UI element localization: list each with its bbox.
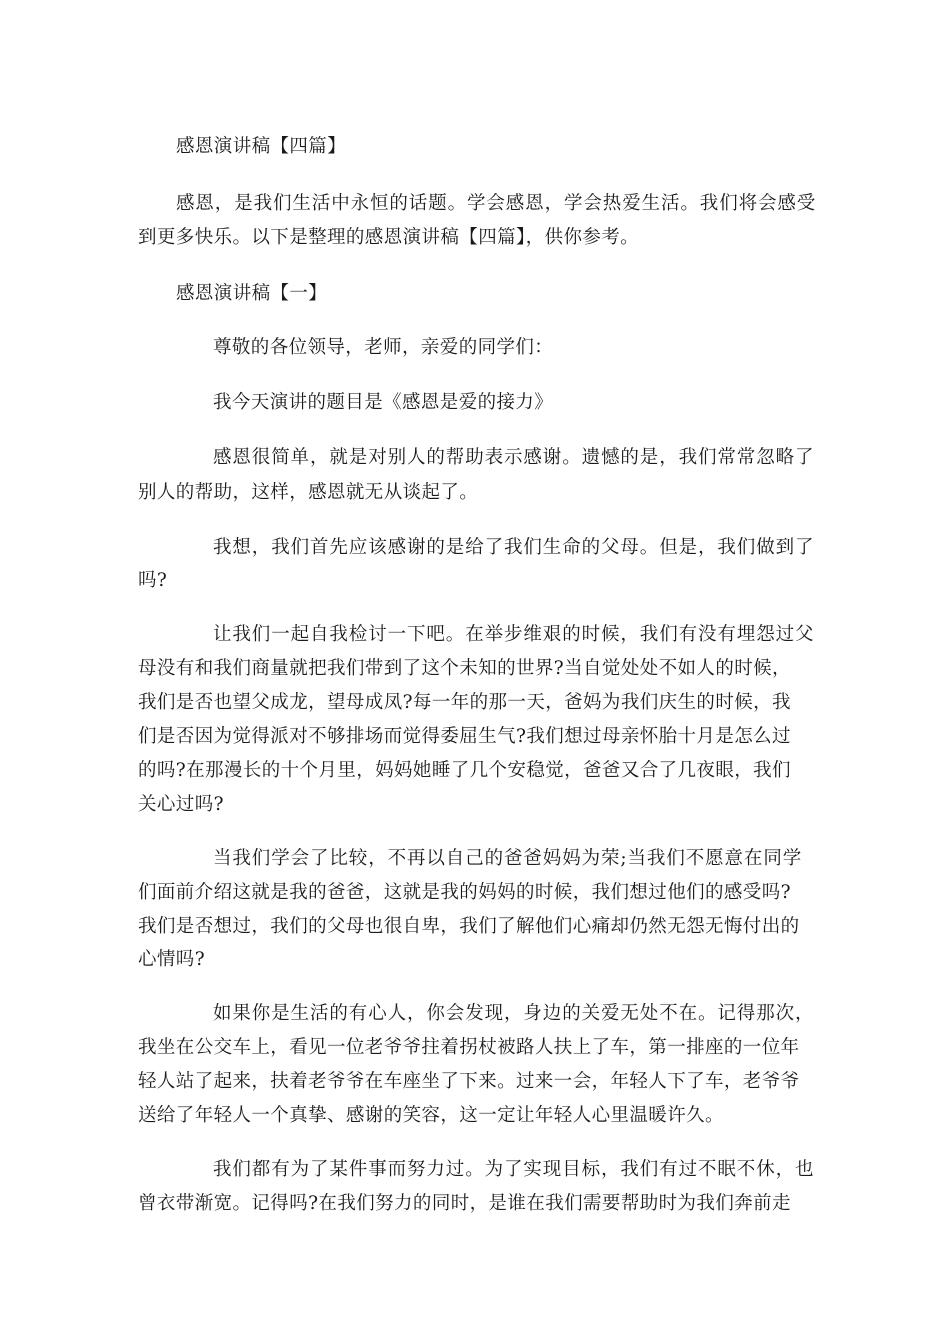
paragraph-5-line-4: 送给了年轻人一个真挚、感谢的笑容，这一定让年轻人心里温暖许久。 <box>138 1105 724 1126</box>
paragraph-1-line-1: 感恩很简单，就是对别人的帮助表示感谢。遗憾的是，我们常常忽略了 <box>213 447 815 468</box>
paragraph-5-line-3: 轻人站了起来，扶着老爷爷在车座坐了下来。过来一会，年轻人下了车，老爷爷 <box>138 1071 800 1092</box>
paragraph-3-line-4: 们是否因为觉得派对不够排场而觉得委屈生气?我们想过母亲怀胎十月是怎么过 <box>138 726 791 747</box>
paragraph-3-line-5: 的吗?在那漫长的十个月里，妈妈她睡了几个安稳觉，爸爸又合了几夜眼，我们 <box>138 760 791 781</box>
paragraph-3-line-6: 关心过吗? <box>138 794 224 815</box>
paragraph-6-line-1: 我们都有为了某件事而努力过。为了实现目标，我们有过不眠不休，也 <box>213 1159 815 1180</box>
intro-line-2: 到更多快乐。以下是整理的感恩演讲稿【四篇】，供你参考。 <box>138 227 640 248</box>
paragraph-2-line-2: 吗? <box>138 570 168 591</box>
paragraph-5-line-1: 如果你是生活的有心人，你会发现，身边的关爱无处不在。记得那次， <box>213 1003 815 1024</box>
speech-topic: 我今天演讲的题目是《感恩是爱的接力》 <box>213 392 554 413</box>
paragraph-2-line-1: 我想，我们首先应该感谢的是给了我们生命的父母。但是，我们做到了 <box>213 537 815 558</box>
paragraph-4-line-1: 当我们学会了比较，不再以自己的爸爸妈妈为荣;当我们不愿意在同学 <box>213 848 803 869</box>
paragraph-1-line-2: 别人的帮助，这样，感恩就无从谈起了。 <box>138 482 479 503</box>
paragraph-4-line-4: 心情吗? <box>138 949 206 970</box>
paragraph-3-line-1: 让我们一起自我检讨一下吧。在举步维艰的时候，我们有没有埋怨过父 <box>213 624 815 645</box>
section-heading: 感恩演讲稿【一】 <box>176 283 328 304</box>
document-title: 感恩演讲稿【四篇】 <box>176 136 347 157</box>
paragraph-4-line-3: 我们是否想过，我们的父母也很自卑，我们了解他们心痛却仍然无怨无悔付出的 <box>138 916 800 937</box>
paragraph-3-line-2: 母没有和我们商量就把我们带到了这个未知的世界?当自觉处处不如人的时候， <box>138 658 791 679</box>
intro-line-1: 感恩，是我们生活中永恒的话题。学会感恩，学会热爱生活。我们将会感受 <box>176 193 817 214</box>
paragraph-3-line-3: 我们是否也望父成龙，望母成凤?每一年的那一天，爸妈为我们庆生的时候，我 <box>138 692 791 713</box>
paragraph-5-line-2: 我坐在公交车上，看见一位老爷爷拄着拐杖被路人扶上了车，第一排座的一位年 <box>138 1037 800 1058</box>
speech-greeting: 尊敬的各位领导，老师，亲爱的同学们： <box>213 337 554 358</box>
paragraph-4-line-2: 们面前介绍这就是我的爸爸，这就是我的妈妈的时候，我们想过他们的感受吗? <box>138 882 791 903</box>
paragraph-6-line-2: 曾衣带渐宽。记得吗?在我们努力的同时，是谁在我们需要帮助时为我们奔前走 <box>138 1193 791 1214</box>
